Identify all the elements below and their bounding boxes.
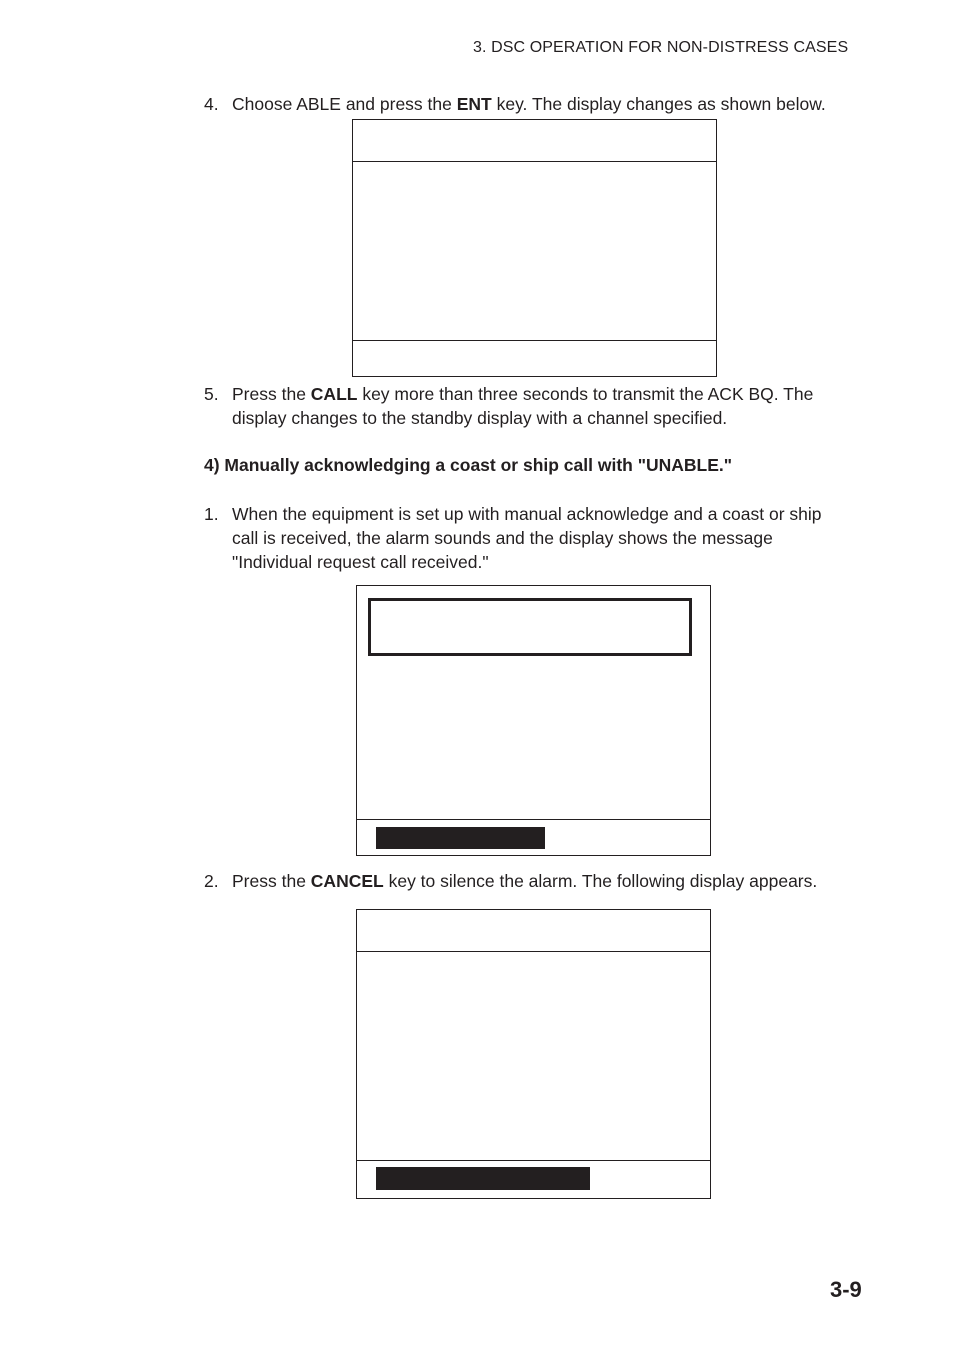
page-number: 3-9 [830, 1277, 862, 1302]
step-1 [204, 502, 884, 574]
display-header-divider [353, 161, 716, 162]
display-screen-after-cancel [356, 909, 711, 1199]
call-key-label: CALL [310, 384, 358, 404]
step-5-text-before: Press the [232, 384, 311, 404]
step-1-line-3: "Individual request call received." [232, 552, 489, 572]
step-2-text-before: Press the [232, 871, 311, 891]
message-window [368, 598, 692, 656]
step-5-text-after: key more than three seconds to transmit the ACK BQ. The [357, 384, 814, 404]
step-4 [204, 92, 884, 116]
display-footer-divider [357, 1160, 710, 1161]
highlighted-softkey-bar [376, 827, 545, 849]
step-2 [204, 869, 884, 893]
step-1-number: 1. [204, 504, 219, 524]
step-2-number: 2. [204, 871, 219, 891]
display-footer-divider [353, 340, 716, 341]
ent-key-label: ENT [456, 94, 492, 114]
step-4-text-after: key. The display changes as shown below. [491, 94, 826, 114]
step-2-text [232, 869, 817, 893]
step-4-text [232, 92, 826, 116]
step-1-line-2: call is received, the alarm sounds and the display shows the message [232, 528, 773, 548]
display-screen-ack-able [352, 119, 717, 377]
highlighted-softkey-bar [376, 1167, 590, 1190]
display-header-divider [357, 951, 710, 952]
display-footer-divider [357, 819, 710, 820]
step-1-line-1: When the equipment is set up with manual acknowledge and a coast or ship [232, 504, 822, 524]
step-5-line-2: display changes to the standby display with a channel specified. [232, 408, 728, 428]
step-5 [204, 382, 884, 430]
cancel-key-label: CANCEL [310, 871, 384, 891]
running-header: 3. DSC OPERATION FOR NON-DISTRESS CASES [473, 39, 849, 56]
step-4-number: 4. [204, 94, 219, 114]
step-4-text-before: Choose ABLE and press the [232, 94, 457, 114]
step-5-line-1 [232, 382, 813, 406]
step-5-number: 5. [204, 384, 219, 404]
display-screen-call-received [356, 585, 711, 856]
section-heading: 4) Manually acknowledging a coast or ship call with "UNABLE." [204, 455, 733, 475]
step-2-text-after: key to silence the alarm. The following display appears. [383, 871, 818, 891]
